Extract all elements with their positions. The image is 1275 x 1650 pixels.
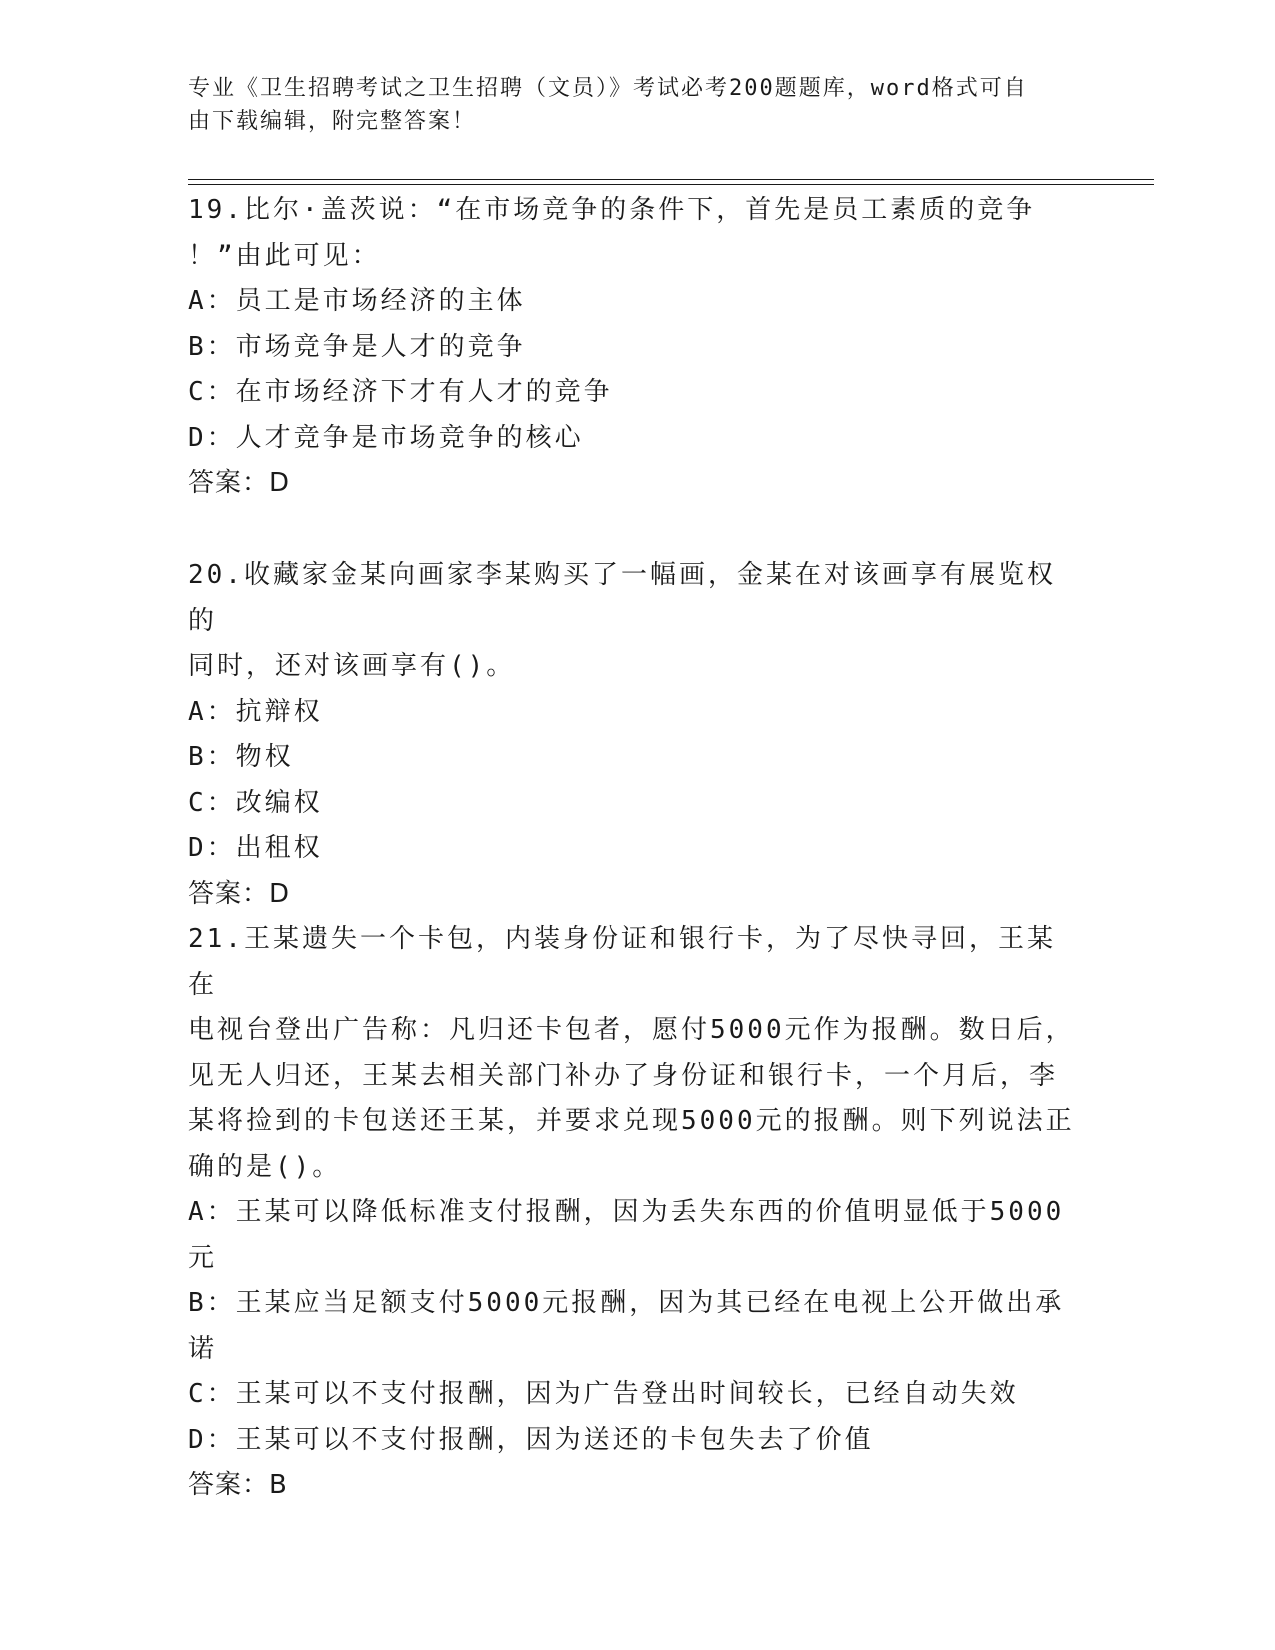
option-c: C：在市场经济下才有人才的竞争: [188, 377, 613, 407]
option-d: D：王某可以不支付报酬，因为送还的卡包失去了价值: [188, 1424, 874, 1455]
header-line-1: 专业《卫生招聘考试之卫生招聘（文员）》考试必考200题题库，word格式可自: [188, 76, 1028, 101]
option-a: A：员工是市场经济的主体: [188, 286, 526, 316]
question-21: [188, 917, 1078, 1509]
option-b: B：王某应当足额支付5000元报酬，因为其已经在电视上公开做出承: [188, 1288, 1065, 1318]
question-stem-line: 19.比尔·盖茨说：“在市场竞争的条件下，首先是员工素质的竞争: [188, 195, 1036, 225]
answer: 答案：B: [188, 1470, 288, 1500]
option-a: A：王某可以降低标准支付报酬，因为丢失东西的价值明显低于5000: [188, 1197, 1065, 1227]
header-line-2: 由下载编辑，附完整答案！: [188, 109, 477, 134]
option-a-continued: 元: [188, 1242, 218, 1273]
option-d: D：出租权: [188, 833, 323, 863]
question-stem-line: 20.收藏家金某向画家李某购买了一幅画，金某在对该画享有展览权的: [188, 560, 1056, 636]
question-stem-line: 确的是()。: [188, 1151, 342, 1182]
answer: 答案：D: [188, 468, 291, 498]
question-stem-line: 某将捡到的卡包送还王某，并要求兑现5000元的报酬。则下列说法正: [188, 1106, 1075, 1136]
option-b-continued: 诺: [188, 1333, 218, 1364]
option-d: D：人才竞争是市场竞争的核心: [188, 422, 584, 453]
option-b: B：物权: [188, 742, 294, 772]
question-stem-line: ！”由此可见：: [188, 240, 381, 271]
option-c: C：王某可以不支付报酬，因为广告登出时间较长，已经自动失效: [188, 1379, 1019, 1409]
header-divider-bottom: [188, 184, 1154, 185]
question-19: [188, 188, 1078, 507]
question-stem-line: 21.王某遗失一个卡包，内装身份证和银行卡，为了尽快寻回，王某在: [188, 924, 1056, 1000]
option-a: A：抗辩权: [188, 696, 323, 727]
question-20: [188, 553, 1078, 917]
option-c: C：改编权: [188, 787, 323, 818]
question-stem-line: 电视台登出广告称：凡归还卡包者，愿付5000元作为报酬。数日后，: [188, 1015, 1075, 1045]
option-b: B：市场竞争是人才的竞争: [188, 331, 526, 362]
question-stem-line: 同时，还对该画享有()。: [188, 651, 516, 681]
answer: 答案：D: [188, 878, 291, 909]
document-header: [188, 72, 1068, 138]
question-stem-line: 见无人归还，王某去相关部门补办了身份证和银行卡，一个月后，李: [188, 1060, 1059, 1091]
header-divider-top: [188, 179, 1154, 180]
